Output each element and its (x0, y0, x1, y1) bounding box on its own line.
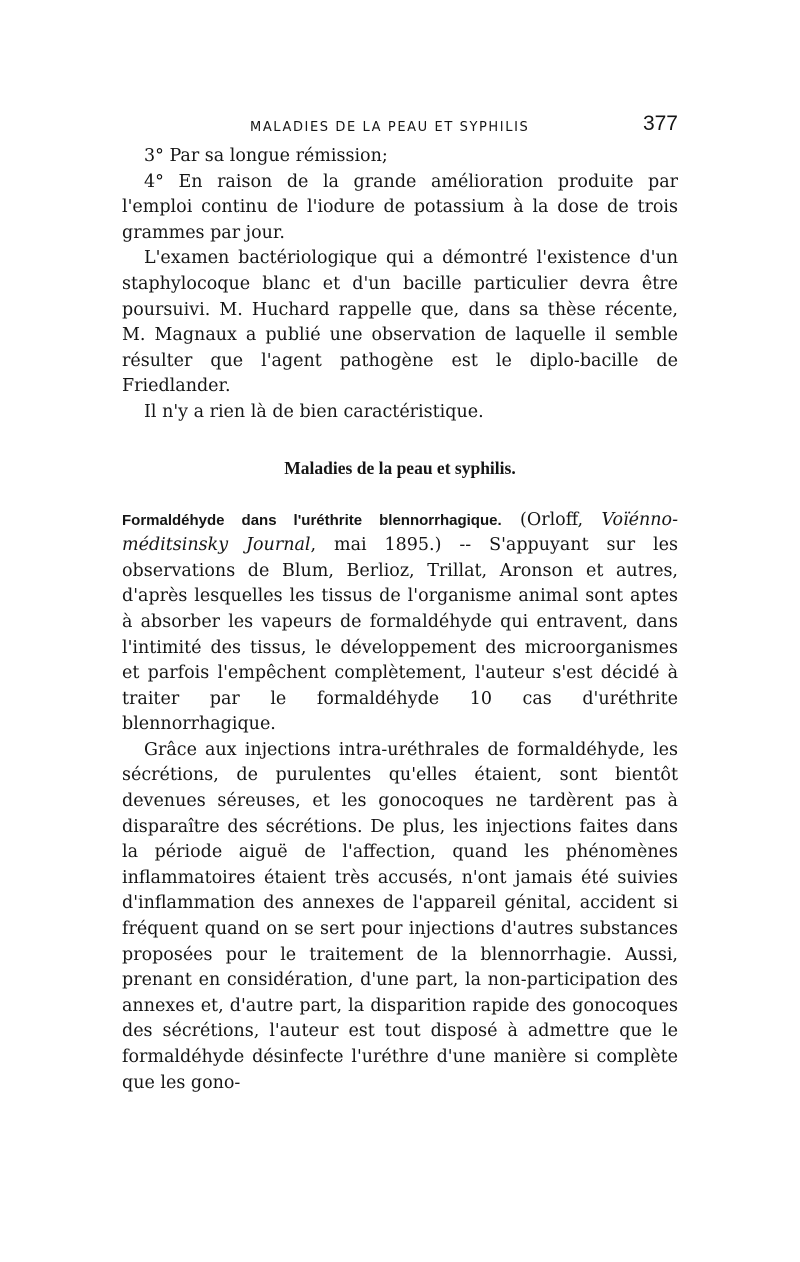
paragraph: 4° En raison de la grande amélioration produite par l'emploi continu de l'iodure de potassium à la dose de trois grammes par jour. (122, 171, 678, 243)
paragraph: Il n'y a rien là de bien caractéristique. (144, 401, 484, 422)
page-number: 377 (642, 112, 678, 135)
article (122, 508, 678, 1097)
article-lead-text: -- S'appuyant sur les observations de Blum, Berlioz, Trillat, Aronson et autres, d'après lesquelles les tissus de l'organisme animal sont aptes à absorber les vapeurs de formaldéhyde qui entravent, dans l'intimité des tissus, le développement des microorganismes et parfois l'empêchent complètement, l'auteur s'est décidé à traiter par le formaldéhyde 10 cas d'uréthrite blennorrhagique. (122, 535, 678, 735)
running-title: MALADIES DE LA PEAU ET SYPHILIS (250, 120, 530, 135)
section-heading: Maladies de la peau et syphilis. (284, 457, 516, 478)
paragraph: L'examen bactériologique qui a démontré l'existence d'un staphylocoque blanc et d'un bacille particulier devra être poursuivi. M. Huchard rappelle que, dans sa thèse récente, M. Magnaux a publié une observation de laquelle il semble résulter que l'agent pathogène est le diplo-bacille de Friedlander. (122, 248, 678, 397)
citation-open: (Orloff, (501, 509, 602, 530)
article-paragraph: Grâce aux injections intra-uréthrales de formaldéhyde, les sécrétions, de purulentes qu'elles étaient, sont bientôt devenues séreuses, et les gonocoques ne tardèrent pas à disparaître des sécrétions. De plus, les injections faites dans la période aiguë de l'affection, quand les phénomènes inflammatoires étaient très accusés, n'ont jamais été suivies d'inflammation des annexes de l'appareil génital, accident si fréquent quand on se sert pour injections d'autres substances proposées pour le traitement de la blennorrhagie. Aussi, prenant en considération, d'une part, la non-participation des annexes et, d'autre part, la disparition rapide des gonocoques des sécrétions, l'auteur est tout disposé à admettre que le formaldéhyde désinfecte l'uréthre d'une manière si complète que les gono- (122, 739, 678, 1093)
article-term: Formaldéhyde dans l'uréthrite blennorrhagique. (122, 511, 502, 529)
paragraph: 3° Par sa longue rémission; (144, 146, 388, 166)
citation-close: , mai 1895.) (310, 535, 442, 556)
article-lead-paragraph (122, 508, 678, 738)
journal-title: Voïénno-méditsinsky Journal (122, 509, 679, 556)
body-text (122, 144, 678, 426)
book-page (122, 110, 678, 1096)
running-head (122, 110, 678, 144)
